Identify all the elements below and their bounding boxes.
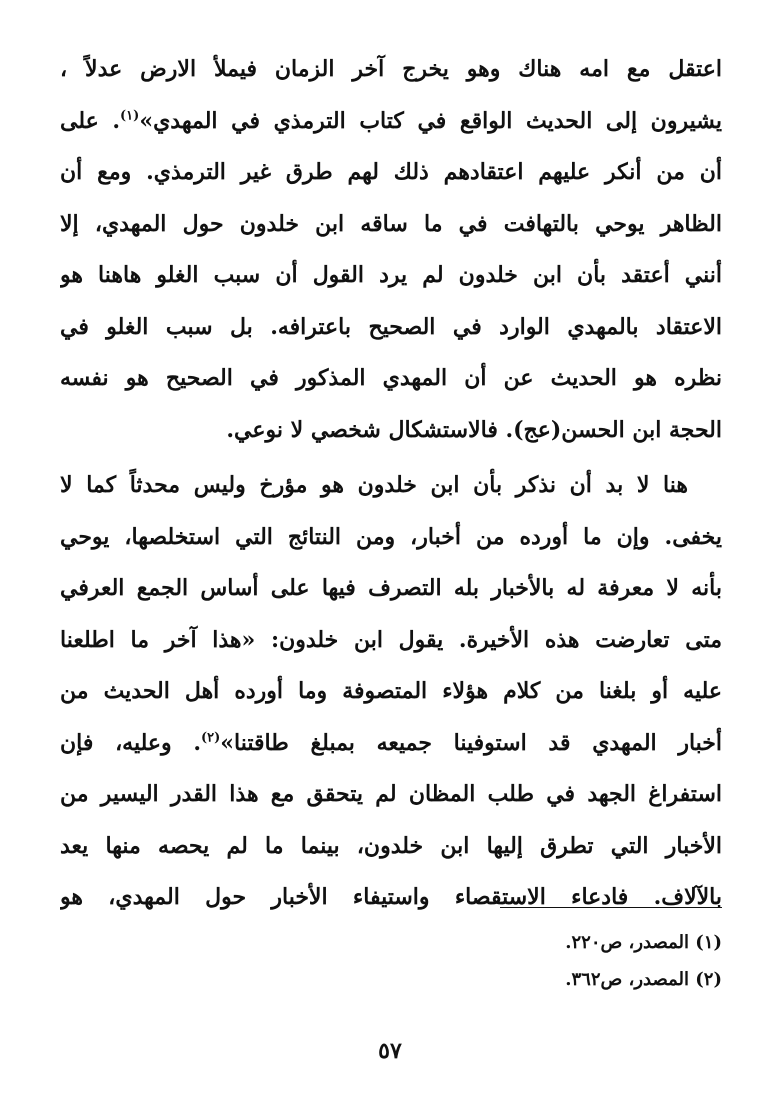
- text-line: الظاهر يوحي بالتهافت في ما ساقه ابن خلدون حول المهدي، إلا: [60, 210, 722, 237]
- text-line: [60, 96, 722, 148]
- text-line: استفراغ الجهد في طلب المظان لم يتحقق مع هذا القدر اليسير من: [60, 781, 722, 807]
- text-line: بأنه لا معرفة له بالأخبار بله التصرف فيها على أساس الجمع العرفي: [60, 575, 722, 601]
- text-line: عليه أو بلغنا من كلام هؤلاء المتصوفة وما أورده أهل الحديث من: [60, 678, 722, 704]
- page-number: ٥٧: [378, 1038, 402, 1064]
- footnote-2: (٢) المصدر، ص٣٦٢.: [565, 969, 722, 990]
- paragraph-2: [60, 460, 722, 924]
- text-line-part: يشيرون إلى الحديث الواقع في كتاب الترمذي في المهدي»: [139, 107, 722, 134]
- text-line: نظره هو الحديث عن أن المهدي المذكور في الصحيح هو نفسه: [60, 365, 722, 391]
- text-line: أنني أعتقد بأن ابن خلدون لم يرد القول أن سبب الغلو هاهنا هو: [60, 262, 722, 288]
- text-line: الاعتقاد بالمهدي الوارد في الصحيح باعترافه. بل سبب الغلو في: [60, 313, 722, 340]
- text-line: الحجة ابن الحسن(عج). فالاستشكال شخصي لا نوعي.: [226, 416, 722, 443]
- text-line: يخفى. وإن ما أورده من أخبار، ومن النتائج التي استخلصها، يوحي: [60, 523, 722, 550]
- footnote-ref: (٢): [201, 730, 221, 746]
- footnote-ref: (١): [120, 108, 140, 124]
- text-line: اعتقل مع امه هناك وهو يخرج آخر الزمان فيملأ الارض عدلاً ،: [60, 56, 722, 82]
- footnote-1: (١) المصدر، ص٢٢٠.: [565, 932, 722, 953]
- text-line-part: أخبار المهدي قد استوفينا جميعه بمبلغ طاقتنا»: [220, 729, 722, 756]
- paragraph-1: [60, 44, 722, 456]
- page-body: [60, 44, 722, 924]
- text-line: الأخبار التي تطرق إليها ابن خلدون، بينما ما لم يحصه منها يعد: [60, 832, 722, 859]
- text-line-part: . على: [60, 107, 121, 134]
- text-line: متى تعارضت هذه الأخيرة. يقول ابن خلدون: «هذا آخر ما اطلعنا: [60, 626, 722, 653]
- footnote-separator: [500, 907, 722, 908]
- text-line: هنا لا بد أن نذكر بأن ابن خلدون هو مؤرخ وليس محدثاً كما لا: [60, 472, 688, 498]
- footnotes: [565, 924, 722, 998]
- text-line: [60, 718, 722, 770]
- text-line-part: . وعليه، فإن: [60, 729, 201, 756]
- text-line: بالآلاف. فادعاء الاستقصاء واستيفاء الأخبار حول المهدي، هو: [60, 884, 722, 910]
- text-line: أن من أنكر عليهم اعتقادهم ذلك لهم طرق غير الترمذي. ومع أن: [60, 159, 722, 185]
